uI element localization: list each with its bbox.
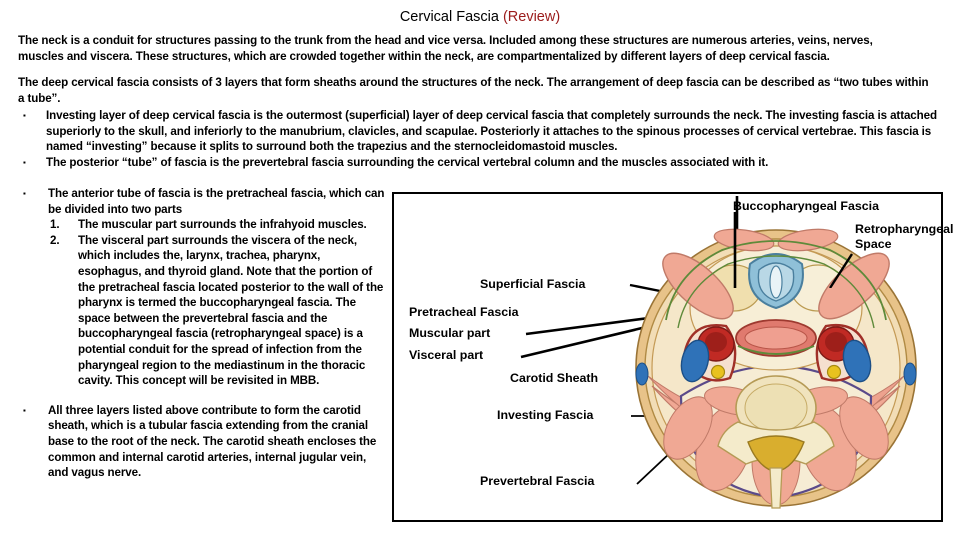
label-carotid-sheath: Carotid Sheath — [510, 371, 599, 385]
list-item — [18, 108, 948, 155]
page-title-review: (Review) — [502, 9, 561, 25]
list-item-text: The posterior “tube” of fascia is the prevertebral fascia surrounding the cervical vertebral column and the muscles associated with it. — [46, 155, 769, 169]
item-number: 1. — [50, 218, 60, 232]
list-item — [18, 155, 948, 171]
page-title — [0, 8, 960, 26]
vagus-nerve-right — [828, 366, 841, 379]
bullet-icon: ▪ — [23, 189, 26, 198]
numbered-item — [18, 233, 386, 389]
numbered-item — [18, 217, 386, 233]
intro-paragraph: The neck is a conduit for structures passing to the trunk from the head and vice versa. Included among these structures are numerous arteries, veins, nerves, muscles and viscera. These structures, which are crowded together within the neck, are compartmentalized by different layers of deep cervical fascia. — [18, 34, 873, 63]
left-column-list — [18, 186, 386, 481]
item-number: 2. — [50, 233, 60, 247]
bullet-icon: ▪ — [23, 405, 26, 415]
list-item-text: All three layers listed above contribute to form the carotid sheath, which is a tubular fascia extending from the cranial base to the root of the neck. The carotid sheath encloses the common and internal carotid arteries, internal jugular vein, and vagus nerve. — [48, 403, 377, 480]
label-prevertebral-fascia: Prevertebral Fascia — [480, 474, 595, 488]
deep-fascia-paragraph: The deep cervical fascia consists of 3 layers that form sheaths around the structures of the neck. The arrangement of deep fascia can be described as “two tubes within a tube”. — [18, 76, 929, 105]
list-item-text: Investing layer of deep cervical fascia is the outermost (superficial) layer of deep cervical fascia that completely surrounds the neck. The investing fascia is attached superiorly to the skull, and inferiorly to the manubrium, clavicles, and scapulae. Posteriorly it attaches to the spinous processes of cervical vertebrae. This fascia is named “investing” because it splits to surround both the trapezius and the sternocleidomastoid muscles. — [46, 109, 937, 154]
label-superficial-fascia: Superficial Fascia — [480, 277, 586, 291]
label-buccopharyngeal-fascia: Buccopharyngeal Fascia — [733, 199, 879, 213]
list-item-text: The anterior tube of fascia is the pretracheal fascia, which can be divided into two parts — [48, 187, 385, 216]
spacer — [18, 389, 386, 403]
label-muscular-part: Muscular part — [409, 326, 491, 340]
label-pretracheal-fascia: Pretracheal Fascia — [409, 305, 519, 319]
list-item — [18, 186, 386, 217]
bullet-icon: ▪ — [23, 157, 26, 167]
bullet-icon: ▪ — [23, 111, 26, 120]
numbered-item-text: The visceral part surrounds the viscera of the neck, which includes the, larynx, trachea, pharynx, esophagus, and thyroid gland. Note that the portion of the pretracheal fascia located posterior to the wall of the pharynx is termed the buccopharyngeal fascia. The space between the prevertebral fascia and the buccopharyngeal fascia (retropharyngeal space) is a potential conduit for the spread of infection from the pharyngeal region to the mediastinum in the thoracic cavity. This concept will be revisited in MBB. — [78, 233, 384, 388]
page-title-main: Cervical Fascia — [399, 9, 503, 25]
list-item — [18, 403, 386, 481]
vagus-nerve-left — [712, 366, 725, 379]
label-retropharyngeal-space: Retropharyngeal Space — [855, 222, 954, 251]
numbered-item-text: The muscular part surrounds the infrahyoid muscles. — [78, 218, 367, 232]
label-visceral-part: Visceral part — [409, 348, 484, 362]
label-investing-fascia: Investing Fascia — [497, 408, 594, 422]
top-bullet-list — [18, 108, 948, 170]
neck-cross-section-illustration — [626, 216, 926, 516]
